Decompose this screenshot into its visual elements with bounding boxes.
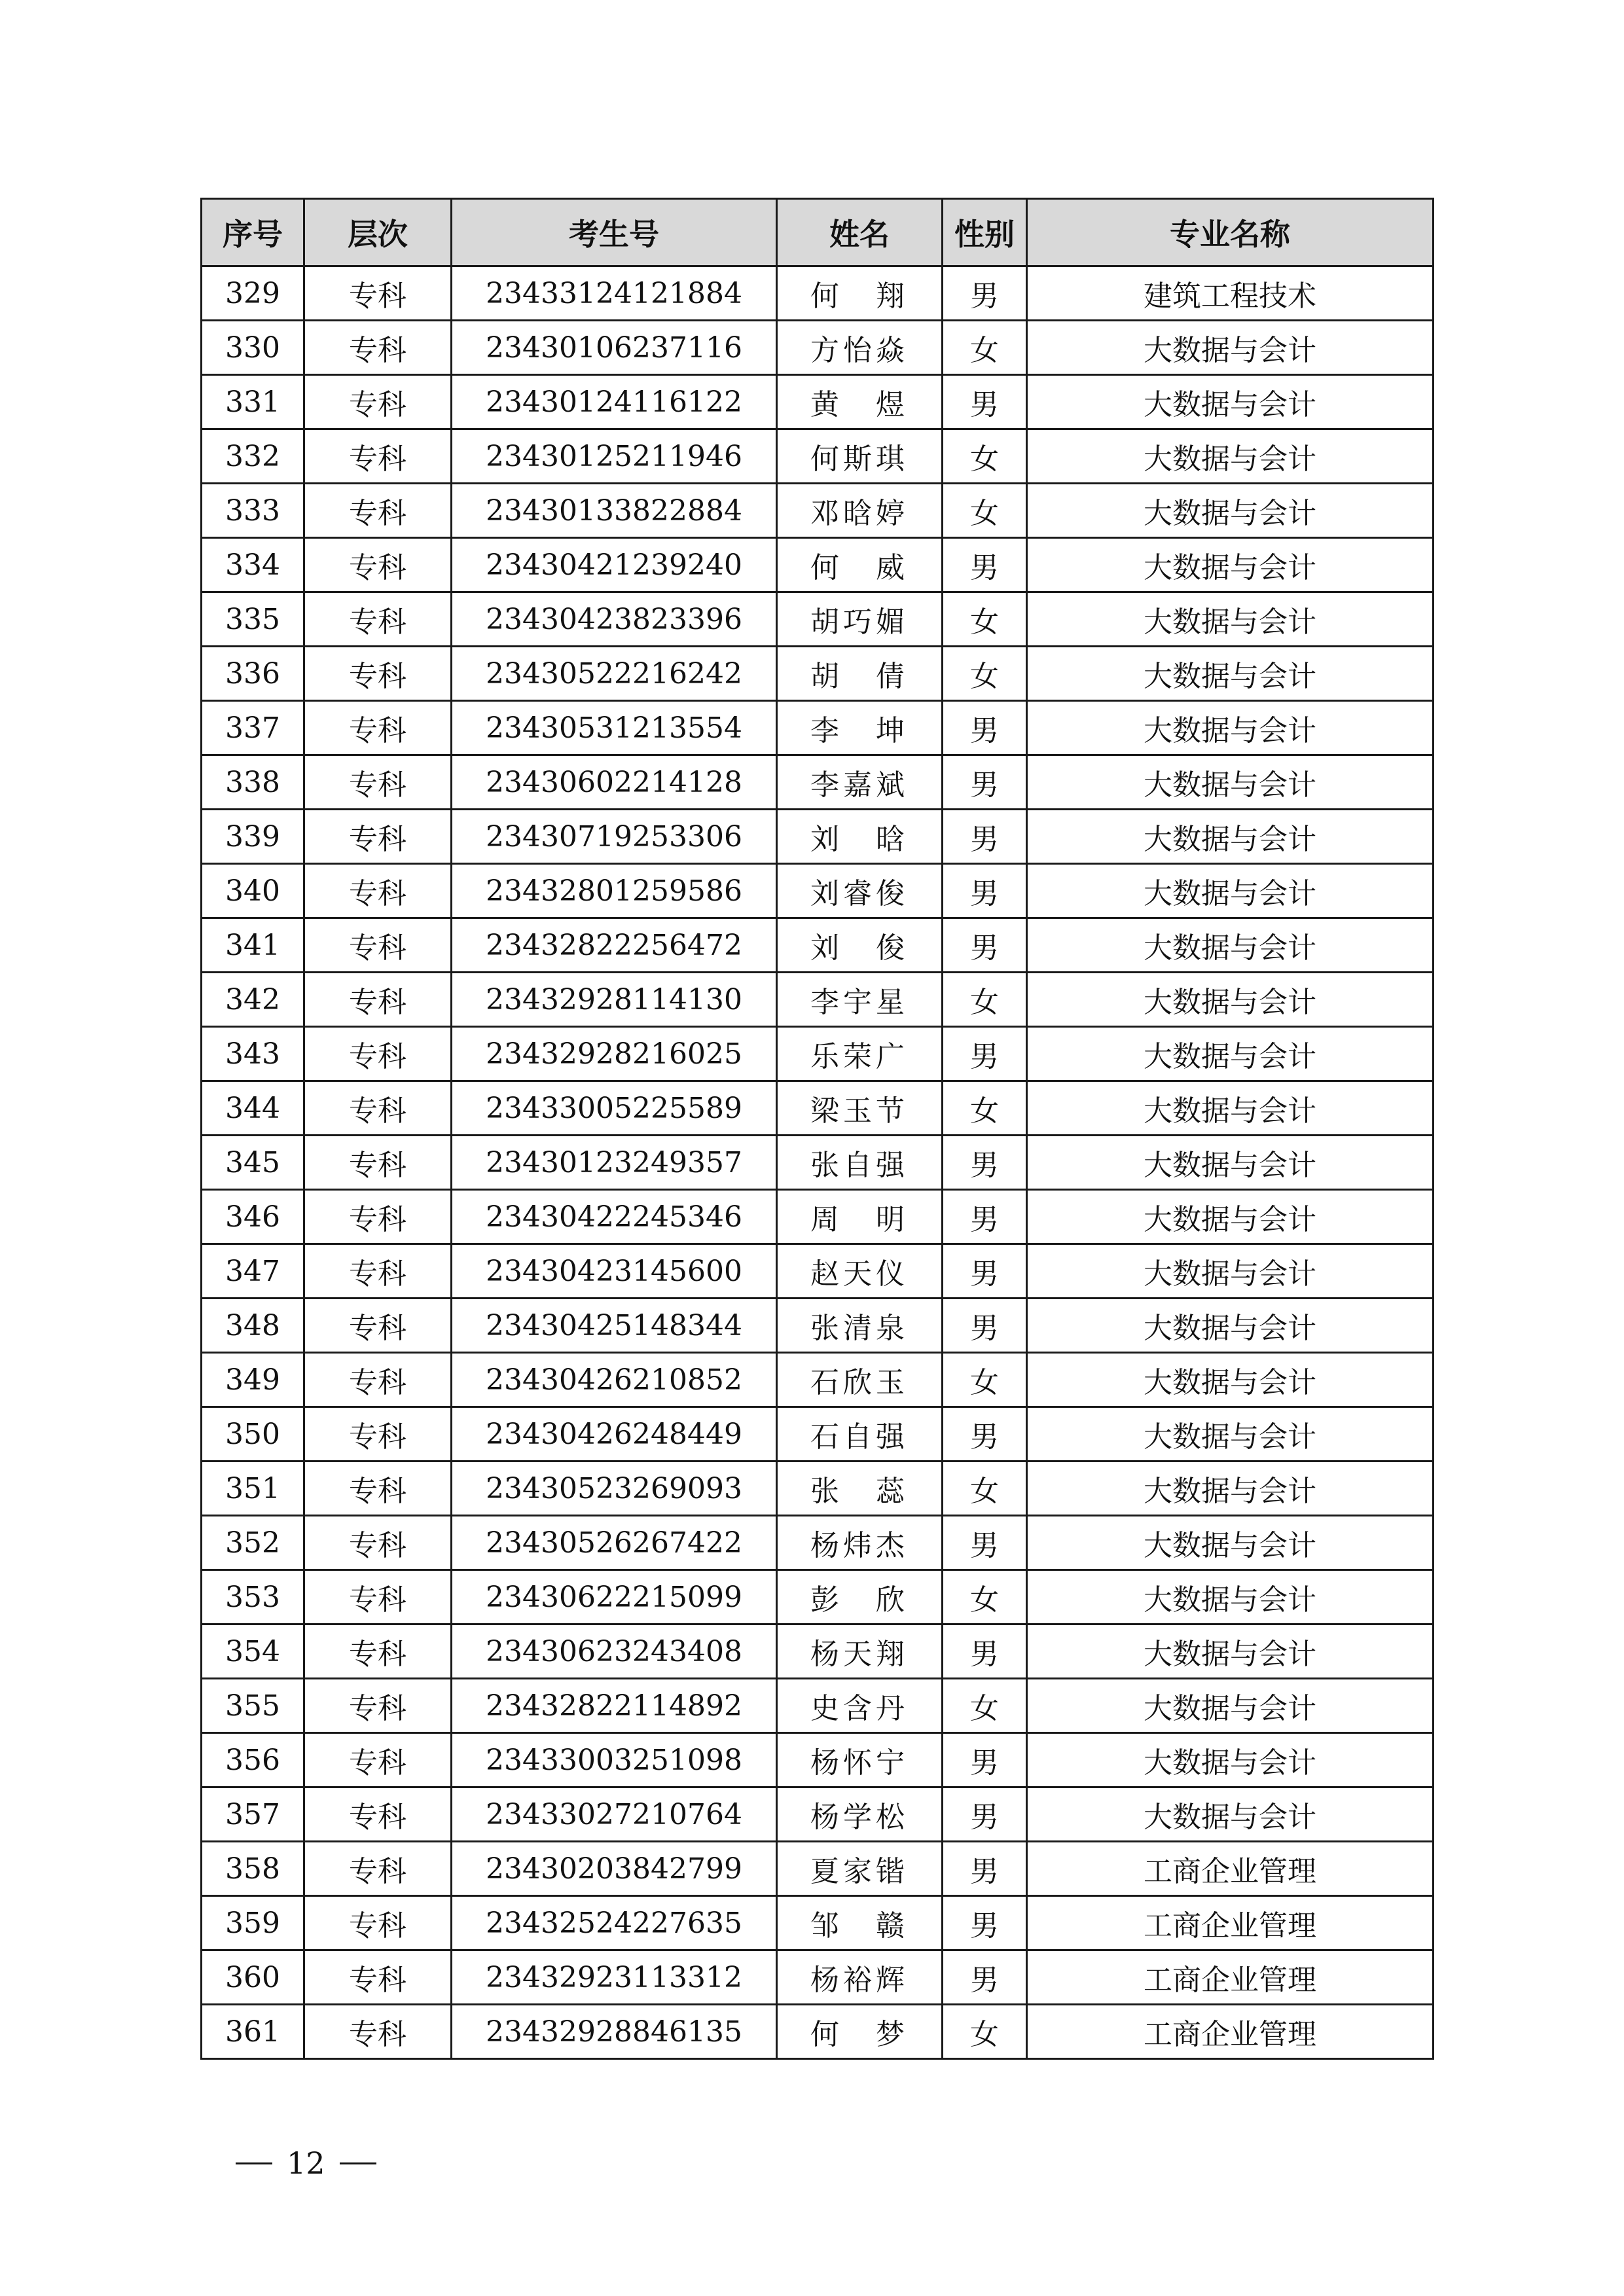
cell-name: 何 威	[777, 538, 943, 592]
table-row	[202, 538, 1434, 592]
cell-level: 专科	[304, 1516, 452, 1570]
cell-exam-number: 23432923113312	[452, 1950, 777, 2005]
cell-level: 专科	[304, 1896, 452, 1950]
cell-level: 专科	[304, 538, 452, 592]
cell-name: 何斯琪	[777, 429, 943, 484]
table-row	[202, 266, 1434, 321]
table-row	[202, 2005, 1434, 2059]
cell-level: 专科	[304, 1462, 452, 1516]
cell-name: 胡巧媚	[777, 592, 943, 647]
cell-exam-number: 23430423823396	[452, 592, 777, 647]
table-row	[202, 1136, 1434, 1190]
cell-name: 何 翔	[777, 266, 943, 321]
cell-serial-number: 358	[202, 1842, 304, 1896]
cell-level: 专科	[304, 1624, 452, 1679]
cell-major: 大数据与会计	[1027, 1516, 1434, 1570]
cell-level: 专科	[304, 484, 452, 538]
cell-name: 刘睿俊	[777, 864, 943, 918]
table-row	[202, 321, 1434, 375]
cell-gender: 女	[943, 1462, 1027, 1516]
cell-major: 大数据与会计	[1027, 1136, 1434, 1190]
cell-name: 杨天翔	[777, 1624, 943, 1679]
cell-serial-number: 336	[202, 647, 304, 701]
cell-gender: 女	[943, 647, 1027, 701]
cell-level: 专科	[304, 973, 452, 1027]
header-major: 专业名称	[1027, 199, 1434, 266]
cell-major: 工商企业管理	[1027, 2005, 1434, 2059]
cell-name: 邹 赣	[777, 1896, 943, 1950]
cell-serial-number: 354	[202, 1624, 304, 1679]
cell-exam-number: 23430719253306	[452, 810, 777, 864]
table-row	[202, 647, 1434, 701]
cell-level: 专科	[304, 1081, 452, 1136]
table-row	[202, 375, 1434, 429]
cell-name: 杨裕辉	[777, 1950, 943, 2005]
cell-exam-number: 23430426248449	[452, 1407, 777, 1462]
cell-level: 专科	[304, 1733, 452, 1787]
cell-major: 大数据与会计	[1027, 1407, 1434, 1462]
cell-exam-number: 23432822256472	[452, 918, 777, 973]
cell-exam-number: 23430602214128	[452, 755, 777, 810]
cell-name: 黄 煜	[777, 375, 943, 429]
cell-name: 方怡焱	[777, 321, 943, 375]
cell-level: 专科	[304, 321, 452, 375]
cell-level: 专科	[304, 1190, 452, 1244]
cell-major: 大数据与会计	[1027, 592, 1434, 647]
cell-gender: 男	[943, 864, 1027, 918]
cell-level: 专科	[304, 864, 452, 918]
table-row	[202, 429, 1434, 484]
header-row	[202, 199, 1434, 266]
cell-gender: 女	[943, 1570, 1027, 1624]
cell-level: 专科	[304, 266, 452, 321]
header-gender: 性别	[943, 199, 1027, 266]
cell-gender: 女	[943, 1081, 1027, 1136]
cell-name: 张清泉	[777, 1299, 943, 1353]
cell-exam-number: 23430526267422	[452, 1516, 777, 1570]
cell-exam-number: 23430133822884	[452, 484, 777, 538]
header-serial-number: 序号	[202, 199, 304, 266]
cell-gender: 男	[943, 755, 1027, 810]
cell-level: 专科	[304, 1136, 452, 1190]
cell-gender: 男	[943, 1733, 1027, 1787]
cell-exam-number: 23430125211946	[452, 429, 777, 484]
cell-gender: 男	[943, 1244, 1027, 1299]
cell-major: 大数据与会计	[1027, 1081, 1434, 1136]
cell-major: 大数据与会计	[1027, 538, 1434, 592]
cell-serial-number: 347	[202, 1244, 304, 1299]
cell-major: 大数据与会计	[1027, 755, 1434, 810]
table-row	[202, 1733, 1434, 1787]
cell-major: 大数据与会计	[1027, 973, 1434, 1027]
table-row	[202, 1950, 1434, 2005]
cell-gender: 男	[943, 701, 1027, 755]
cell-major: 大数据与会计	[1027, 1624, 1434, 1679]
cell-serial-number: 348	[202, 1299, 304, 1353]
cell-exam-number: 23430422245346	[452, 1190, 777, 1244]
cell-serial-number: 353	[202, 1570, 304, 1624]
cell-serial-number: 350	[202, 1407, 304, 1462]
cell-serial-number: 331	[202, 375, 304, 429]
cell-gender: 女	[943, 1353, 1027, 1407]
table-row	[202, 1787, 1434, 1842]
table-row	[202, 810, 1434, 864]
cell-serial-number: 329	[202, 266, 304, 321]
table-row	[202, 1896, 1434, 1950]
cell-exam-number: 23430623243408	[452, 1624, 777, 1679]
cell-serial-number: 335	[202, 592, 304, 647]
cell-level: 专科	[304, 429, 452, 484]
cell-level: 专科	[304, 647, 452, 701]
table-row	[202, 1516, 1434, 1570]
cell-major: 大数据与会计	[1027, 1027, 1434, 1081]
table-row	[202, 1462, 1434, 1516]
cell-exam-number: 23432928216025	[452, 1027, 777, 1081]
cell-major: 大数据与会计	[1027, 918, 1434, 973]
header-level: 层次	[304, 199, 452, 266]
cell-serial-number: 355	[202, 1679, 304, 1733]
cell-exam-number: 23432928114130	[452, 973, 777, 1027]
cell-level: 专科	[304, 592, 452, 647]
table-row	[202, 918, 1434, 973]
cell-exam-number: 23430425148344	[452, 1299, 777, 1353]
cell-serial-number: 352	[202, 1516, 304, 1570]
cell-serial-number: 346	[202, 1190, 304, 1244]
cell-serial-number: 338	[202, 755, 304, 810]
cell-exam-number: 23430622215099	[452, 1570, 777, 1624]
cell-gender: 男	[943, 1950, 1027, 2005]
cell-gender: 男	[943, 1842, 1027, 1896]
cell-major: 大数据与会计	[1027, 1679, 1434, 1733]
cell-serial-number: 351	[202, 1462, 304, 1516]
cell-name: 石欣玉	[777, 1353, 943, 1407]
cell-name: 张自强	[777, 1136, 943, 1190]
cell-serial-number: 330	[202, 321, 304, 375]
cell-serial-number: 359	[202, 1896, 304, 1950]
table-row	[202, 1624, 1434, 1679]
cell-name: 刘 晗	[777, 810, 943, 864]
table-row	[202, 1570, 1434, 1624]
cell-major: 大数据与会计	[1027, 484, 1434, 538]
cell-exam-number: 23432524227635	[452, 1896, 777, 1950]
cell-major: 大数据与会计	[1027, 1787, 1434, 1842]
cell-level: 专科	[304, 1950, 452, 2005]
cell-name: 石自强	[777, 1407, 943, 1462]
cell-gender: 女	[943, 2005, 1027, 2059]
cell-exam-number: 23430123249357	[452, 1136, 777, 1190]
cell-serial-number: 349	[202, 1353, 304, 1407]
cell-gender: 男	[943, 918, 1027, 973]
cell-major: 大数据与会计	[1027, 321, 1434, 375]
cell-major: 大数据与会计	[1027, 375, 1434, 429]
cell-name: 杨学松	[777, 1787, 943, 1842]
cell-name: 刘 俊	[777, 918, 943, 973]
cell-major: 大数据与会计	[1027, 1244, 1434, 1299]
cell-major: 大数据与会计	[1027, 1733, 1434, 1787]
cell-serial-number: 345	[202, 1136, 304, 1190]
cell-level: 专科	[304, 1842, 452, 1896]
cell-serial-number: 337	[202, 701, 304, 755]
cell-name: 李嘉斌	[777, 755, 943, 810]
cell-level: 专科	[304, 701, 452, 755]
cell-exam-number: 23433124121884	[452, 266, 777, 321]
cell-level: 专科	[304, 2005, 452, 2059]
cell-serial-number: 344	[202, 1081, 304, 1136]
cell-serial-number: 356	[202, 1733, 304, 1787]
cell-level: 专科	[304, 1407, 452, 1462]
cell-gender: 男	[943, 375, 1027, 429]
cell-gender: 男	[943, 1896, 1027, 1950]
cell-level: 专科	[304, 1570, 452, 1624]
cell-major: 大数据与会计	[1027, 1570, 1434, 1624]
cell-gender: 男	[943, 1136, 1027, 1190]
cell-name: 赵天仪	[777, 1244, 943, 1299]
cell-gender: 女	[943, 592, 1027, 647]
header-exam-number: 考生号	[452, 199, 777, 266]
cell-major: 大数据与会计	[1027, 701, 1434, 755]
cell-serial-number: 332	[202, 429, 304, 484]
cell-exam-number: 23430426210852	[452, 1353, 777, 1407]
cell-name: 夏家锴	[777, 1842, 943, 1896]
table-row	[202, 1027, 1434, 1081]
cell-exam-number: 23433027210764	[452, 1787, 777, 1842]
cell-level: 专科	[304, 1679, 452, 1733]
cell-major: 建筑工程技术	[1027, 266, 1434, 321]
cell-level: 专科	[304, 1244, 452, 1299]
cell-name: 张 蕊	[777, 1462, 943, 1516]
cell-serial-number: 361	[202, 2005, 304, 2059]
cell-exam-number: 23433005225589	[452, 1081, 777, 1136]
cell-major: 大数据与会计	[1027, 864, 1434, 918]
cell-serial-number: 343	[202, 1027, 304, 1081]
cell-level: 专科	[304, 1299, 452, 1353]
cell-name: 乐荣广	[777, 1027, 943, 1081]
header-name: 姓名	[777, 199, 943, 266]
page-number: 12	[287, 2145, 325, 2181]
table-row	[202, 864, 1434, 918]
cell-major: 大数据与会计	[1027, 810, 1434, 864]
cell-level: 专科	[304, 755, 452, 810]
cell-name: 李宇星	[777, 973, 943, 1027]
cell-gender: 女	[943, 321, 1027, 375]
cell-gender: 男	[943, 1407, 1027, 1462]
cell-serial-number: 334	[202, 538, 304, 592]
cell-serial-number: 357	[202, 1787, 304, 1842]
cell-name: 梁玉节	[777, 1081, 943, 1136]
cell-gender: 女	[943, 484, 1027, 538]
table-row	[202, 973, 1434, 1027]
cell-name: 周 明	[777, 1190, 943, 1244]
cell-exam-number: 23432801259586	[452, 864, 777, 918]
footer-dash-right	[340, 2162, 376, 2164]
table-row	[202, 484, 1434, 538]
cell-gender: 女	[943, 429, 1027, 484]
cell-exam-number: 23432822114892	[452, 1679, 777, 1733]
table-row	[202, 1353, 1434, 1407]
table-row	[202, 1244, 1434, 1299]
cell-serial-number: 340	[202, 864, 304, 918]
cell-major: 大数据与会计	[1027, 647, 1434, 701]
table-body	[202, 266, 1434, 2059]
cell-major: 工商企业管理	[1027, 1896, 1434, 1950]
cell-exam-number: 23430523269093	[452, 1462, 777, 1516]
cell-major: 大数据与会计	[1027, 1299, 1434, 1353]
cell-exam-number: 23430203842799	[452, 1842, 777, 1896]
cell-major: 工商企业管理	[1027, 1842, 1434, 1896]
cell-level: 专科	[304, 810, 452, 864]
table-row	[202, 1299, 1434, 1353]
cell-major: 大数据与会计	[1027, 1462, 1434, 1516]
cell-major: 大数据与会计	[1027, 429, 1434, 484]
table-row	[202, 1081, 1434, 1136]
cell-major: 大数据与会计	[1027, 1190, 1434, 1244]
cell-name: 杨炜杰	[777, 1516, 943, 1570]
cell-gender: 男	[943, 1027, 1027, 1081]
cell-exam-number: 23430106237116	[452, 321, 777, 375]
cell-name: 杨怀宁	[777, 1733, 943, 1787]
cell-gender: 男	[943, 538, 1027, 592]
cell-gender: 女	[943, 973, 1027, 1027]
cell-exam-number: 23432928846135	[452, 2005, 777, 2059]
cell-gender: 男	[943, 1516, 1027, 1570]
table-row	[202, 1190, 1434, 1244]
cell-name: 史含丹	[777, 1679, 943, 1733]
cell-serial-number: 342	[202, 973, 304, 1027]
cell-serial-number: 339	[202, 810, 304, 864]
cell-gender: 男	[943, 266, 1027, 321]
table-row	[202, 1679, 1434, 1733]
cell-name: 何 梦	[777, 2005, 943, 2059]
cell-level: 专科	[304, 918, 452, 973]
cell-exam-number: 23430124116122	[452, 375, 777, 429]
cell-level: 专科	[304, 1353, 452, 1407]
cell-level: 专科	[304, 375, 452, 429]
page-footer	[236, 2145, 376, 2181]
cell-gender: 男	[943, 1299, 1027, 1353]
cell-level: 专科	[304, 1787, 452, 1842]
cell-serial-number: 341	[202, 918, 304, 973]
cell-exam-number: 23430531213554	[452, 701, 777, 755]
cell-exam-number: 23433003251098	[452, 1733, 777, 1787]
admission-roster-table	[200, 198, 1434, 2060]
table-row	[202, 592, 1434, 647]
cell-gender: 男	[943, 1787, 1027, 1842]
cell-major: 工商企业管理	[1027, 1950, 1434, 2005]
cell-name: 胡 倩	[777, 647, 943, 701]
table-header	[202, 199, 1434, 266]
cell-level: 专科	[304, 1027, 452, 1081]
table-row	[202, 701, 1434, 755]
cell-gender: 女	[943, 1679, 1027, 1733]
cell-major: 大数据与会计	[1027, 1353, 1434, 1407]
cell-exam-number: 23430421239240	[452, 538, 777, 592]
table-row	[202, 1842, 1434, 1896]
footer-dash-left	[236, 2162, 272, 2164]
cell-name: 邓晗婷	[777, 484, 943, 538]
cell-gender: 男	[943, 810, 1027, 864]
cell-gender: 男	[943, 1624, 1027, 1679]
cell-exam-number: 23430423145600	[452, 1244, 777, 1299]
cell-exam-number: 23430522216242	[452, 647, 777, 701]
cell-serial-number: 360	[202, 1950, 304, 2005]
cell-gender: 男	[943, 1190, 1027, 1244]
cell-name: 彭 欣	[777, 1570, 943, 1624]
cell-serial-number: 333	[202, 484, 304, 538]
table-row	[202, 1407, 1434, 1462]
cell-name: 李 坤	[777, 701, 943, 755]
table-row	[202, 755, 1434, 810]
